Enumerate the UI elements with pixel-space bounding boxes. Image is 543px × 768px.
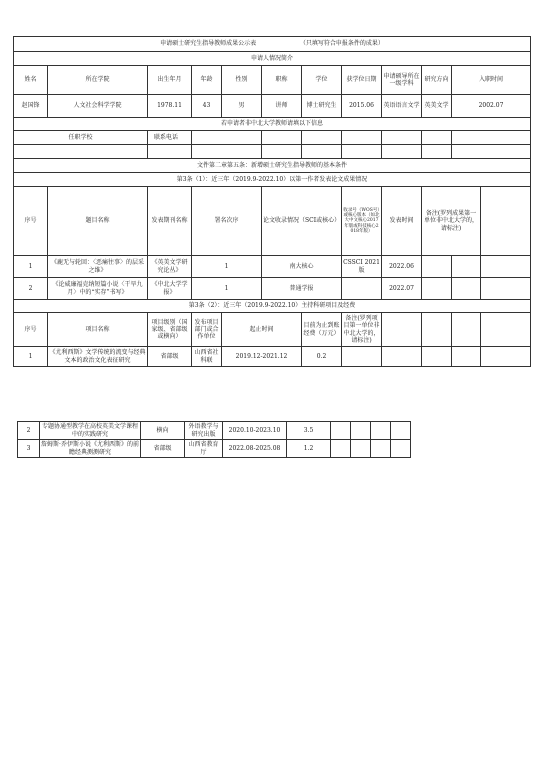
cell-research: 英美文学 xyxy=(422,95,452,118)
project-level: 省部级 xyxy=(141,440,185,458)
paper-order: 1 xyxy=(192,278,262,300)
achievement-table xyxy=(13,36,531,367)
project-dept: 山西省社科联 xyxy=(192,347,222,367)
project-header-level: 项目级别（国家级、省部级或横向） xyxy=(148,313,192,347)
empty-cell xyxy=(452,256,481,278)
paper-date: 2022.07 xyxy=(382,278,422,300)
header-college: 所在学院 xyxy=(48,66,148,95)
header-age: 年龄 xyxy=(192,66,222,95)
project-period: 2019.12-2021.12 xyxy=(222,347,302,367)
table-row xyxy=(18,422,411,440)
article-3-2: 第3条（2）：近三年（2019.9-2022.10）主持科研项目及经费 xyxy=(14,300,531,313)
project-header-dept: 发布项目部门或合作单位 xyxy=(192,313,222,347)
empty-cell xyxy=(452,145,531,159)
header-gender: 性别 xyxy=(222,66,262,95)
project-period: 2020.10-2023.10 xyxy=(223,422,287,440)
table-row xyxy=(14,256,531,278)
project-remark xyxy=(331,422,351,440)
header-discipline: 申请硕导所在一级学科 xyxy=(382,66,422,95)
empty-cell xyxy=(302,145,342,159)
empty-cell xyxy=(342,145,382,159)
empty-cell xyxy=(382,347,422,367)
paper-indexing: 普通学报 xyxy=(262,278,342,300)
header-entry-date: 入职时间 xyxy=(452,66,531,95)
empty-cell xyxy=(371,440,391,458)
header-degree: 学位 xyxy=(302,66,342,95)
project-no: 2 xyxy=(18,422,40,440)
project-header-name: 项目名称 xyxy=(48,313,148,347)
empty-cell xyxy=(391,422,411,440)
employer-label: 任职学校 xyxy=(14,131,148,145)
paper-header-journal: 发表期刊名称 xyxy=(148,187,192,256)
empty-cell xyxy=(481,187,531,256)
project-remark xyxy=(342,347,382,367)
paper-indexing: 南大核心 xyxy=(262,256,342,278)
header-title: 职称 xyxy=(262,66,302,95)
cell-title: 讲师 xyxy=(262,95,302,118)
projects-continued-table xyxy=(17,421,411,458)
header-degree-date: 获学位日期 xyxy=(342,66,382,95)
paper-no: 2 xyxy=(14,278,48,300)
empty-cell xyxy=(452,131,531,145)
paper-header-remark: 备注(罗列成果第一单位非中北大学的，请标注) xyxy=(422,187,481,256)
cell-gender: 男 xyxy=(222,95,262,118)
project-header-remark: 备注(罗列项目第一单位非中北大学的，请标注) xyxy=(342,313,382,347)
empty-cell xyxy=(302,131,342,145)
project-funds: 0.2 xyxy=(302,347,342,367)
empty-cell xyxy=(192,131,262,145)
paper-header-date: 发表时间 xyxy=(382,187,422,256)
project-period: 2022.08-2025.08 xyxy=(223,440,287,458)
empty-cell xyxy=(481,278,531,300)
empty-cell xyxy=(371,422,391,440)
empty-cell xyxy=(342,131,382,145)
empty-cell xyxy=(481,256,531,278)
paper-title: 《鹿无与轮回：〈恶痛往事〉的层采之维》 xyxy=(48,256,148,278)
phone-label: 联系电话 xyxy=(148,131,192,145)
project-dept: 山西省教育厅 xyxy=(185,440,223,458)
empty-cell xyxy=(382,131,422,145)
empty-cell xyxy=(391,440,411,458)
empty-cell xyxy=(452,347,481,367)
empty-cell xyxy=(382,145,422,159)
table-row xyxy=(14,278,531,300)
paper-journal: 《英美文学研究论丛》 xyxy=(148,256,192,278)
cell-name: 赵国锋 xyxy=(14,95,48,118)
article-3-1: 第3条（1）：近三年（2019.9-2022.10）以第一作者发表论文成果情况 xyxy=(14,173,531,187)
empty-cell xyxy=(351,422,371,440)
project-remark xyxy=(331,440,351,458)
empty-cell xyxy=(192,145,262,159)
cell-entry-date: 2002.07 xyxy=(452,95,531,118)
empty-cell xyxy=(422,347,452,367)
project-no: 1 xyxy=(14,347,48,367)
empty-cell xyxy=(422,145,452,159)
empty-cell xyxy=(382,313,422,347)
empty-cell xyxy=(262,131,302,145)
project-level: 省部级 xyxy=(148,347,192,367)
cell-degree: 博士研究生 xyxy=(302,95,342,118)
project-dept: 外语教学与研究出版 xyxy=(185,422,223,440)
cell-age: 43 xyxy=(192,95,222,118)
cell-discipline: 英语语言文学 xyxy=(382,95,422,118)
paper-header-no: 序号 xyxy=(14,187,48,256)
project-header-funds: 目前为止到账经费（万元） xyxy=(302,313,342,347)
table-title-note: （只填写符合申报条件的成果） xyxy=(299,40,384,48)
paper-remark xyxy=(422,256,452,278)
project-name: 《尤利西斯》文学传统的流变与经典文本的政治文化表征研究 xyxy=(48,347,148,367)
paper-no: 1 xyxy=(14,256,48,278)
empty-cell xyxy=(452,278,481,300)
empty-cell xyxy=(452,313,481,347)
empty-cell xyxy=(481,347,531,367)
paper-title: 《论威廉福克纳短篇小说〈干旱九月〉中的“实存”书写》 xyxy=(48,278,148,300)
header-name: 姓名 xyxy=(14,66,48,95)
cell-college: 人文社会科学学院 xyxy=(48,95,148,118)
paper-header-index-no: 收录号（WOS号）或核心版本（如北大中文核心2017年版或科技核心2018年版） xyxy=(342,187,382,256)
paper-header-order: 署名次序 xyxy=(192,187,262,256)
header-birth: 出生年月 xyxy=(148,66,192,95)
table-row xyxy=(14,347,531,367)
project-level: 横向 xyxy=(141,422,185,440)
cell-birth: 1978.11 xyxy=(148,95,192,118)
table-title: 申请硕士研究生指导教师成果公示表 xyxy=(160,40,257,48)
paper-journal: 《中北大学学报》 xyxy=(148,278,192,300)
table-title-row xyxy=(14,37,531,52)
project-name: 詹姆斯·乔伊斯小说《尤利西斯》的前瞻经典测测研究 xyxy=(41,441,139,456)
paper-index-no xyxy=(342,278,382,300)
non-school-note: 若申请者非中北大学教师请填以下信息 xyxy=(14,118,531,131)
paper-index-no: CSSCI 2021版 xyxy=(342,256,382,278)
header-research: 研究方向 xyxy=(422,66,452,95)
project-funds: 1.2 xyxy=(287,440,331,458)
empty-cell xyxy=(422,131,452,145)
project-funds: 3.5 xyxy=(287,422,331,440)
paper-date: 2022.06 xyxy=(382,256,422,278)
empty-cell xyxy=(148,145,192,159)
table-row xyxy=(18,440,411,458)
paper-header-indexing: 论文收录情况（SCI或核心） xyxy=(262,187,342,256)
empty-cell xyxy=(262,145,302,159)
empty-cell xyxy=(422,313,452,347)
paper-header-title: 题目名称 xyxy=(48,187,148,256)
empty-cell xyxy=(14,145,148,159)
cell-degree-date: 2015.06 xyxy=(342,95,382,118)
section-personal: 申请人情况简介 xyxy=(14,52,531,66)
project-name: 专题协通型教学在高校英美文学课程中的实践研究 xyxy=(40,422,141,440)
article-heading: 文件第二章第五条：新增硕士研究生指导教师的基本条件 xyxy=(14,159,531,173)
project-no: 3 xyxy=(18,440,40,458)
empty-cell xyxy=(351,440,371,458)
project-header-no: 序号 xyxy=(14,313,48,347)
project-header-period: 起止时间 xyxy=(222,313,302,347)
paper-remark xyxy=(422,278,452,300)
empty-cell xyxy=(481,313,531,347)
paper-order: 1 xyxy=(192,256,262,278)
